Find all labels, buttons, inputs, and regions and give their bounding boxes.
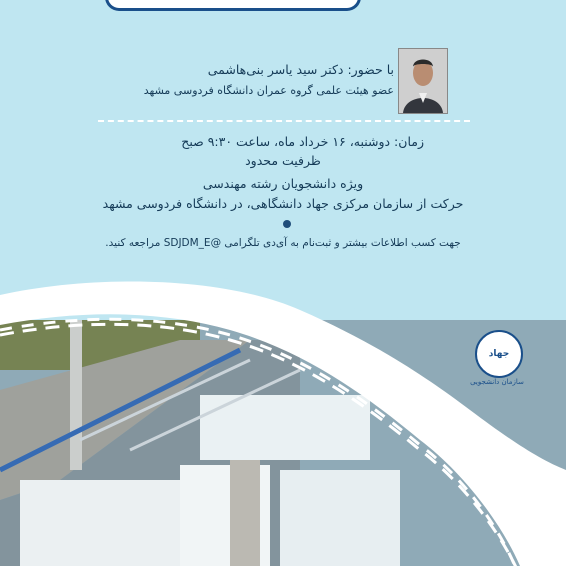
wave-decoration	[0, 270, 566, 566]
dashed-divider	[98, 120, 470, 122]
speaker-name: با حضور: دکتر سید یاسر بنی‌هاشمی	[207, 62, 394, 77]
title-banner	[105, 0, 361, 11]
event-time: زمان: دوشنبه، ۱۶ خرداد ماه، ساعت ۹:۳۰ صبح	[181, 134, 424, 149]
event-capacity: ظرفیت محدود	[245, 153, 321, 168]
speaker-portrait	[398, 48, 448, 114]
jahad-logo	[475, 330, 523, 378]
event-departure: حرکت از سازمان مرکزی جهاد دانشگاهی، در دانشگاه فردوسی مشهد	[102, 196, 464, 211]
logo-caption: سازمان دانشجویی	[470, 378, 524, 386]
bullet-dot	[283, 220, 291, 228]
registration-info: جهت کسب اطلاعات بیشتر و ثبت‌نام به آی‌دی تلگرامی @SDJDM_E مراجعه کنید.	[105, 237, 461, 249]
logo-text: جهاد	[488, 349, 510, 359]
speaker-position: عضو هیئت علمی گروه عمران دانشگاه فردوسی مشهد	[143, 84, 394, 97]
speaker-avatar-icon	[399, 49, 447, 113]
event-audience: ویژه دانشجویان رشته مهندسی	[202, 176, 364, 191]
